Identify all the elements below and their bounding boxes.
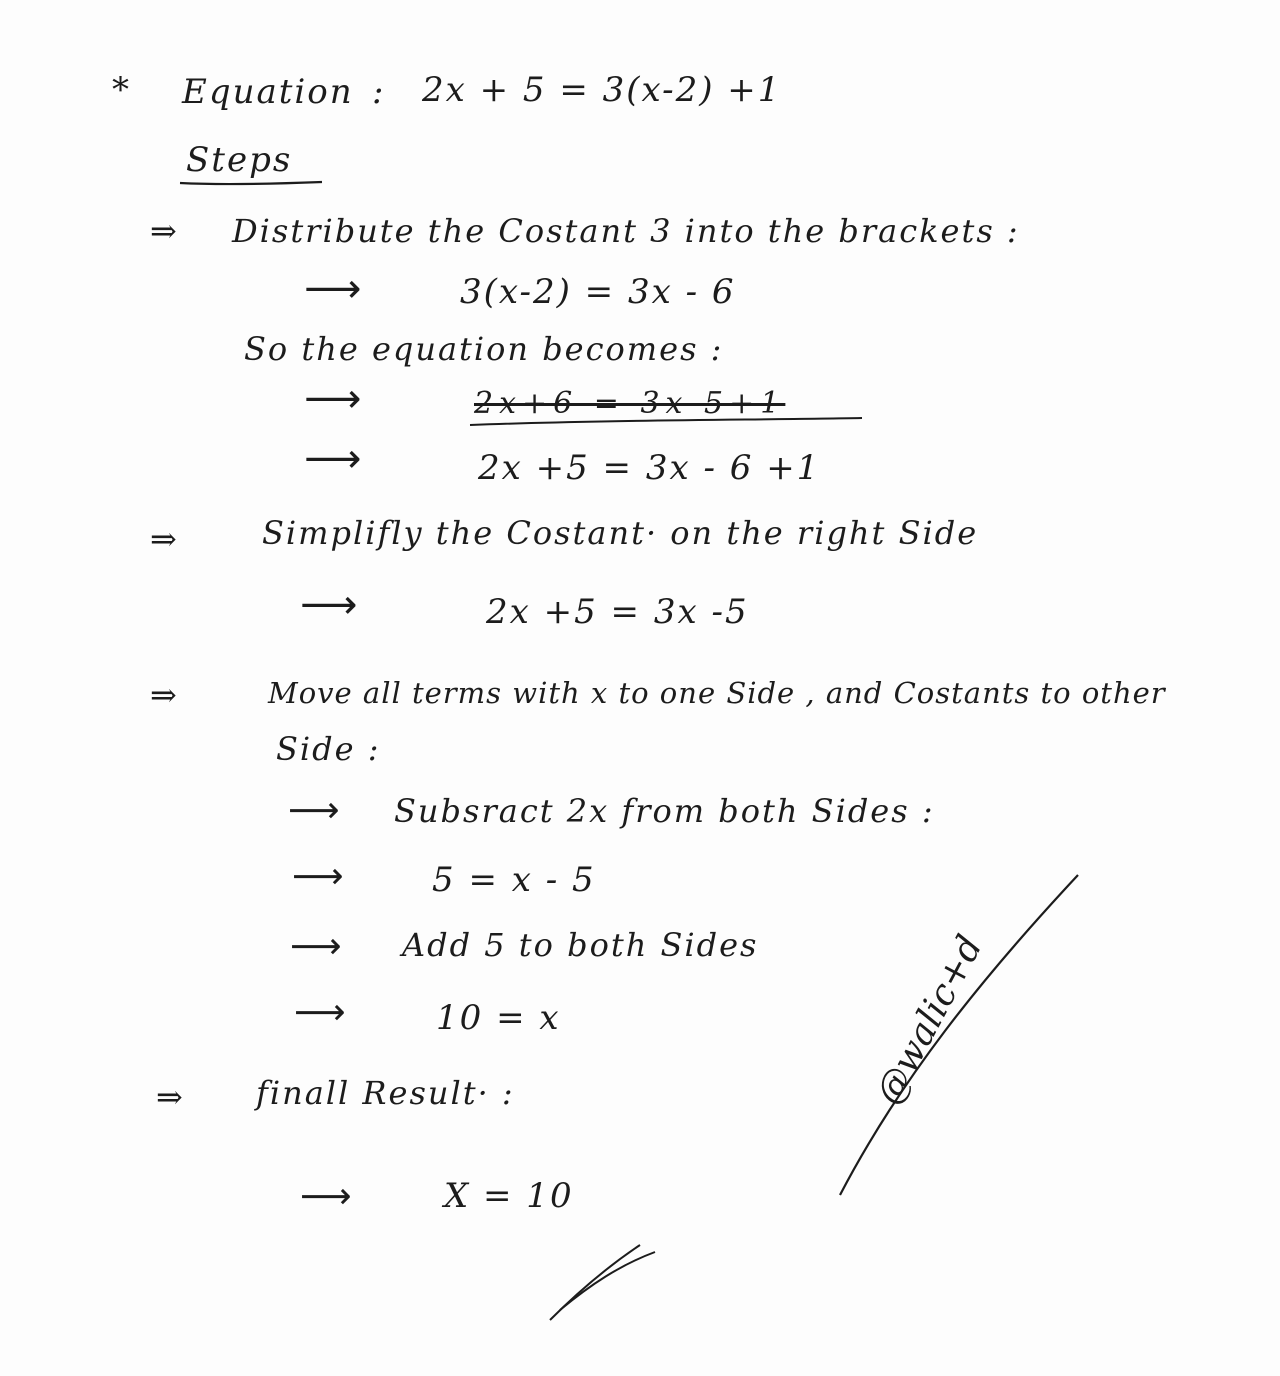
- step3-instruction-line1: Move all terms with x to one Side , and Costants to other: [268, 676, 1166, 710]
- final-marker: ⇒: [156, 1078, 185, 1116]
- arrow-icon: ⟶: [288, 790, 340, 831]
- step1-marker: ⇒: [150, 212, 179, 250]
- equation-label: Equation: [182, 72, 354, 112]
- steps-underline: [180, 182, 322, 184]
- arrow-icon: ⟶: [300, 582, 358, 628]
- arrow-icon: ⟶: [304, 266, 362, 312]
- step2-marker: ⇒: [150, 520, 179, 558]
- handwritten-signature: @walic+d: [868, 928, 991, 1112]
- step1-instruction: Distribute the Costant 3 into the brackets :: [232, 212, 1020, 250]
- arrow-icon: ⟶: [294, 992, 346, 1033]
- step3-add-result: 10 = x: [436, 998, 561, 1038]
- step3-add-instruction: Add 5 to both Sides: [402, 926, 759, 964]
- step1-expansion: 3(x-2) = 3x - 6: [460, 272, 736, 312]
- given-equation: 2x + 5 = 3(x-2) +1: [422, 70, 782, 110]
- crossed-out-text: 2x+6 = 3x-5+1: [474, 386, 786, 421]
- step2-instruction: Simplifly the Costant· on the right Side: [262, 514, 979, 552]
- arrow-icon: ⟶: [304, 436, 362, 482]
- steps-heading: Steps: [186, 140, 293, 180]
- step3-subtract-instruction: Subsract 2x from both Sides :: [394, 792, 935, 830]
- arrow-icon: ⟶: [304, 376, 362, 422]
- step3-instruction-line2: Side :: [276, 730, 381, 768]
- double-slash-stroke-2: [560, 1252, 655, 1310]
- crossed-out-equation: [474, 386, 785, 421]
- equation-colon: :: [372, 72, 386, 112]
- arrow-icon: ⟶: [290, 926, 342, 967]
- step1-becomes: So the equation becomes :: [244, 330, 724, 368]
- arrow-icon: ⟶: [292, 856, 344, 897]
- step3-marker: ⇒: [150, 676, 179, 714]
- bullet-asterisk: *: [112, 70, 131, 110]
- signature-slash-stroke: [840, 875, 1078, 1195]
- final-label: finall Result· :: [256, 1074, 515, 1112]
- step1-rewritten: 2x +5 = 3x - 6 +1: [478, 448, 821, 488]
- arrow-icon: ⟶: [300, 1176, 352, 1217]
- final-result: X = 10: [444, 1176, 574, 1216]
- step3-subtract-result: 5 = x - 5: [432, 860, 596, 900]
- step2-result: 2x +5 = 3x -5: [486, 592, 749, 632]
